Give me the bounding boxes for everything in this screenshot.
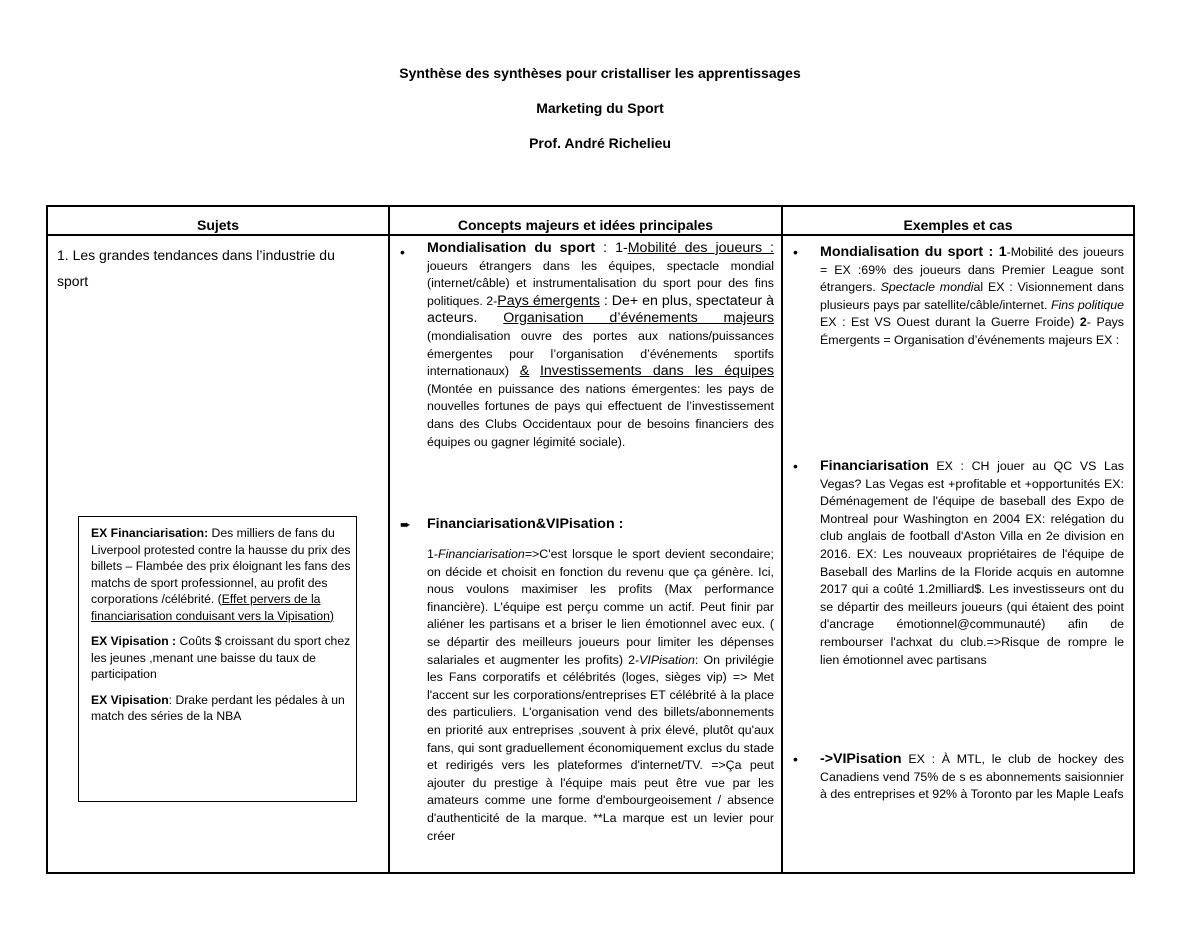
- example-financiarisation: [820, 458, 1124, 669]
- example-number: 1: [993, 244, 1007, 260]
- examples-box: [78, 516, 357, 802]
- subject-text: 1. Les grandes tendances dans l’industrie du sport: [57, 247, 335, 289]
- concept-text: : On privilégie les Fans corporatifs et célébrités (loges, sièges vip) => Met l'accent sur les corporations/entreprises ET célébrité à la place des particuliers. L'organisation vend des billets/abonnements en priorité aux entreprises ,souvent à prix élevé, plutôt qu'aux fans, qui sont graduellement économiquement exclus du stade et redirigés vers les plateformes d'internet/TV. =>Ça peut ajouter du prestige à l'équipe mais peut être vue par les amateurs comme une forme d'embourgeoisement / absence d'authenticité de la marque. **La marque est un levier pour créer: [427, 652, 774, 843]
- examples-cell: [782, 235, 1134, 873]
- concept-title: Mondialisation du sport: [427, 240, 596, 256]
- column-header-exemples: Exemples et cas: [782, 206, 1134, 235]
- bullet-icon: •: [793, 751, 798, 767]
- box-paragraph-financiarisation: [91, 525, 356, 624]
- bullet-icon: •: [400, 244, 405, 260]
- example-text: - Pays Émergents = Organisation d’événements majeurs EX :: [820, 315, 1124, 347]
- box-paragraph-vipisation-cost: [91, 633, 356, 683]
- course-title: Marketing du Sport: [536, 100, 664, 116]
- box-text: Coûts $ croissant du sport chez les jeunes ,menant une baisse du taux de participation: [91, 634, 351, 681]
- arrow-bullet-icon: ➨: [400, 517, 411, 532]
- column-header-sujets: Sujets: [47, 206, 389, 235]
- concept-subheading: Investissements dans les équipes: [539, 363, 774, 380]
- concept-financiarisation-body: [427, 546, 774, 845]
- subject-cell: [47, 235, 389, 873]
- concept-text: 1-: [427, 547, 439, 561]
- concept-text: : De+ en plus, spectateur à acteurs.: [427, 292, 774, 327]
- concept-subheading: Pays émergents: [497, 292, 600, 309]
- example-vipisation: [820, 751, 1124, 804]
- box-underlined-text: Effet pervers de la financiarisation conduisant vers la Vipisation): [91, 592, 334, 623]
- bullet-icon: •: [793, 244, 798, 260]
- concept-financiarisation-title: [427, 516, 774, 534]
- example-term: Fins politique: [1050, 297, 1124, 312]
- concept-term: Financiarisation: [438, 547, 525, 561]
- box-text: : Drake perdant les pédales à un match des séries de la NBA: [91, 692, 345, 723]
- example-title: ->VIPisation: [820, 751, 902, 767]
- concept-term: VIPisation: [639, 652, 695, 667]
- example-title: Mondialisation du sport :: [820, 244, 994, 260]
- concept-subheading: Mobilité des joueurs :: [627, 240, 775, 256]
- concept-text: : 1-: [595, 240, 628, 256]
- box-paragraph-vipisation-drake: [91, 692, 356, 725]
- example-mondialisation: [820, 244, 1124, 350]
- box-label: EX Vipisation :: [91, 634, 177, 648]
- concept-mondialisation: [427, 240, 774, 451]
- synthesis-table: [46, 205, 1135, 874]
- example-text: EX : Est VS Ouest durant la Guerre Froide): [820, 315, 1080, 330]
- concept-text: =>C'est lorsque le sport devient secondaire; on décide et choisit en fonction du revenu que ça génère. Ici, nous voulons maximiser les profits (Max performance financière). L'équipe est perçu comme un actif. Peut finir par aliéner les partisans et a briser le lien émotionnel avec eux. ( se départir des meilleurs joueurs pour limiter les dépenses salariales et augmenter les profits) 2-: [427, 547, 774, 667]
- concept-text: joueurs étrangers dans les équipes, spectacle mondial (internet/câble) et instrumentalisation du sport pour des fins politiques. 2-: [427, 258, 774, 308]
- concept-text: (Montée en puissance des nations émergentes: les pays de nouvelles fortunes de pays qui effectuent de l’investissement dans des Clubs Occidentaux pour de besoins financiers des équipes ou gagner légimité sociale).: [427, 381, 774, 449]
- example-term: Spectacle mondi: [880, 280, 974, 295]
- box-label: EX Vipisation: [91, 692, 169, 707]
- concepts-cell: [389, 235, 782, 873]
- concept-ampersand: &: [519, 363, 530, 380]
- concept-subheading: Organisation d’événements majeurs: [503, 310, 774, 327]
- example-number: 2: [1079, 315, 1087, 330]
- example-title: Financiarisation: [820, 458, 929, 474]
- document-title: Synthèse des synthèses pour cristalliser les apprentissages: [399, 65, 801, 81]
- example-text: al EX : Visionnement dans plusieurs pays par satellite/câble/internet.: [820, 280, 1125, 312]
- column-header-concepts: Concepts majeurs et idées principales: [389, 206, 782, 235]
- bullet-icon: •: [793, 458, 798, 474]
- example-text: EX : CH jouer au QC VS Las Vegas? Las Vegas est +profitable et +opportunités EX: Déménagement de l'équipe de baseball des Expo de Montreal pour Washington en 2004 EX: relégation du club anglais de football d'Aston Villa en 2e division en 2016. EX: Les nouveaux propriétaires de l'équipe de Baseball des Marlins de la Floride acquis en automne 2017 qui a coûté 1.2milliard$. Les investisseurs ont du se départir des meilleurs joueurs (qui étaient des point d'ancrage émotionnel@communauté) afin de rembourser l'achxat du club.=>Risque de rompre le lien émotionnel avec partisans: [820, 459, 1124, 667]
- professor-name: Prof. André Richelieu: [529, 135, 671, 151]
- box-text: Des milliers de fans du Liverpool protested contre la hausse du prix des billets – Flambée des prix éloignant les fans des matchs de sport professionnel, au profit des corporations /célébrité. (: [91, 526, 351, 606]
- example-text: EX : À MTL, le club de hockey des Canadiens vend 75% de s es abonnements saisionnier à des entreprises et 92% à Toronto par les Maple Leafs: [820, 752, 1124, 802]
- box-label: EX Financiarisation:: [91, 526, 209, 540]
- example-text: -Mobilité des joueurs = EX :69% des joueurs dans Premier League sont étrangers.: [820, 245, 1124, 295]
- concept-title: Financiarisation&VIPisation :: [427, 516, 624, 532]
- concept-text: (mondialisation ouvre des portes aux nations/puissances émergentes pour l’organisation d’événements sportifs internationaux): [427, 328, 774, 379]
